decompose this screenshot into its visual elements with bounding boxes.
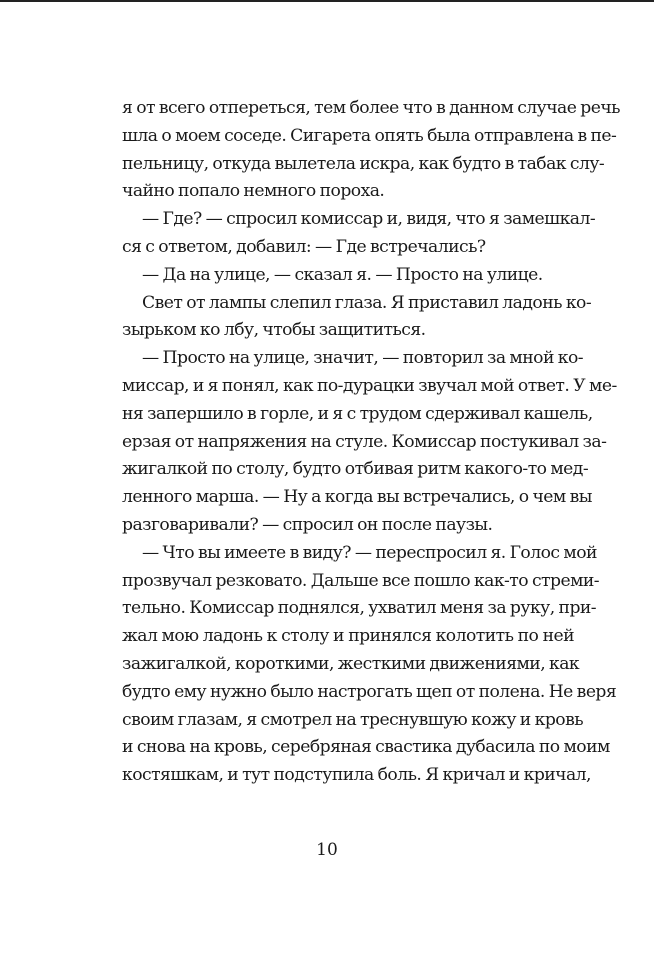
text-line: я от всего отпереться, тем более что в данном случае речь <box>122 98 620 118</box>
text-line: шла о моем соседе. Сигарета опять была отправлена в пе- <box>122 125 617 146</box>
top-rule <box>0 0 654 2</box>
text-line: разговаривали? — спросил он после паузы. <box>122 514 493 535</box>
text-line: жигалкой по столу, будто отбивая ритм какого-то мед- <box>122 459 589 480</box>
text-line: чайно попало немного пороха. <box>122 181 385 202</box>
text-line: — Где? — спросил комиссар и, видя, что я замешкал- <box>142 209 596 230</box>
body-text <box>122 95 620 790</box>
page-number: 10 <box>316 840 338 860</box>
text-line: — Да на улице, — сказал я. — Просто на улице. <box>142 264 543 285</box>
text-line: зырьком ко лбу, чтобы защититься. <box>122 320 426 341</box>
text-line: зажигалкой, короткими, жесткими движениями, как <box>122 653 580 674</box>
text-line: ня запершило в горле, и я с трудом сдерживал кашель, <box>122 403 593 424</box>
text-line: своим глазам, я смотрел на треснувшую кожу и кровь <box>122 709 583 730</box>
text-line: жал мою ладонь к столу и принялся колотить по ней <box>122 626 574 647</box>
text-line: прозвучал резковато. Дальше все пошло как-то стреми- <box>122 570 600 591</box>
text-line: будто ему нужно было настрогать щеп от полена. Не веря <box>122 681 617 702</box>
text-line: костяшкам, и тут подступила боль. Я кричал и кричал, <box>122 765 591 786</box>
text-line: Свет от лампы слепил глаза. Я приставил ладонь ко- <box>142 292 592 313</box>
text-line: ся с ответом, добавил: — Где встречались? <box>122 236 486 257</box>
text-line: — Что вы имеете в виду? — переспросил я. Голос мой <box>142 542 597 563</box>
text-line: ленного марша. — Ну а когда вы встречались, о чем вы <box>122 487 592 508</box>
text-line: — Просто на улице, значит, — повторил за мной ко- <box>142 348 584 369</box>
text-line: пельницу, откуда вылетела искра, как будто в табак слу- <box>122 153 605 174</box>
text-line: и снова на кровь, серебряная свастика дубасила по моим <box>122 737 610 758</box>
text-line: миссар, и я понял, как по-дурацки звучал мой ответ. У ме- <box>122 375 617 396</box>
text-line: тельно. Комиссар поднялся, ухватил меня за руку, при- <box>122 598 597 619</box>
text-line: ерзая от напряжения на стуле. Комиссар постукивал за- <box>122 431 607 452</box>
